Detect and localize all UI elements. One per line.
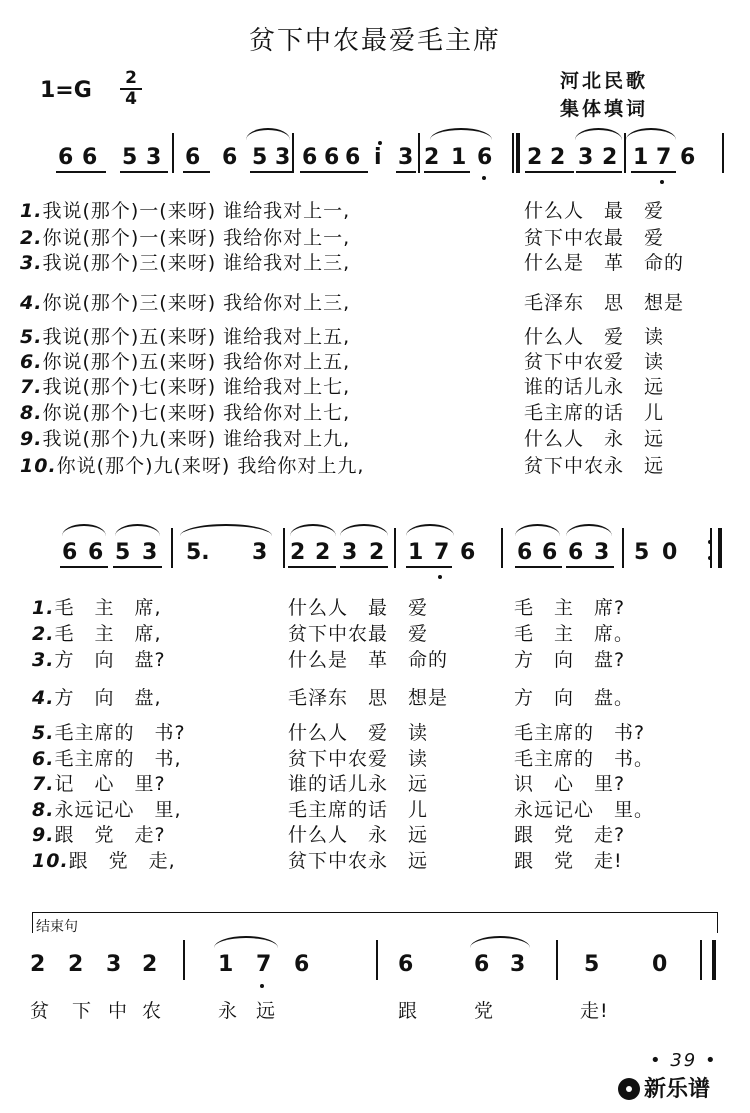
note: 1 (408, 540, 424, 565)
verse-line (32, 846, 176, 873)
time-signature (120, 70, 142, 108)
verse-middle: 什么人 永 远 (288, 824, 429, 846)
note: 1 (451, 145, 467, 170)
verse-text: 你说(那个)三(来呀) 我给你对上三, (42, 292, 351, 314)
verse-number: 4. (20, 292, 43, 314)
note: 7 (434, 540, 450, 565)
verse-number: 5. (32, 722, 55, 744)
verse-end: 毛 主 席? (514, 597, 626, 619)
barline (700, 940, 702, 980)
note: 6 (294, 952, 310, 977)
note: 6 (82, 145, 98, 170)
verse-middle: 什么人 最 爱 (288, 597, 429, 619)
lyricist-credit: 集体填词 (560, 98, 649, 120)
song-title: 贫下中农最爱毛主席 (248, 26, 501, 56)
verse-line (20, 398, 350, 425)
barline (171, 528, 173, 568)
note: 3 (510, 952, 526, 977)
verse-text: 永远记心 里, (54, 799, 182, 821)
origin-credit: 河北民歌 (560, 70, 649, 92)
verse-continuation: 谁的话儿永 远 (524, 376, 665, 398)
verse-end: 永远记心 里。 (514, 799, 655, 821)
note: 3 (142, 540, 158, 565)
beam (515, 566, 562, 568)
verse-text: 方 向 盘? (54, 649, 166, 671)
verse-number: 4. (32, 687, 55, 709)
ending-lyric: 贫 (30, 1000, 51, 1022)
verse-text: 我说(那个)三(来呀) 谁给我对上三, (42, 252, 351, 274)
note: 5. (186, 540, 210, 565)
verse-text: 记 心 里? (54, 773, 166, 795)
verse-end: 毛主席的 书? (514, 722, 646, 744)
logo-text: 新乐谱 (644, 1077, 711, 1102)
barline (292, 133, 294, 173)
final-barline (718, 528, 722, 568)
note: 3 (342, 540, 358, 565)
verse-number: 8. (32, 799, 55, 821)
ending-lyric: 走! (580, 1000, 609, 1022)
verse-number: 9. (20, 428, 43, 450)
verse-text: 毛主席的 书, (54, 748, 182, 770)
note: 6 (88, 540, 104, 565)
verse-line (20, 248, 350, 275)
note: 2 (527, 145, 543, 170)
verse-middle: 毛主席的话 儿 (288, 799, 429, 821)
meter-top: 2 (125, 68, 137, 88)
verse-line (32, 645, 166, 672)
verse-line (20, 288, 350, 315)
note: 6 (460, 540, 476, 565)
beam (120, 171, 168, 173)
slur (62, 524, 106, 536)
verse-line (20, 223, 350, 250)
slur (340, 524, 388, 536)
verse-end: 方 向 盘。 (514, 687, 635, 709)
note: i (374, 145, 382, 170)
barline (622, 528, 624, 568)
beam (340, 566, 388, 568)
verse-text: 跟 党 走, (68, 850, 176, 872)
note: 3 (594, 540, 610, 565)
repeat-dot (708, 540, 712, 544)
verse-middle: 贫下中农爱 读 (288, 748, 429, 770)
barline (501, 528, 503, 568)
note: 7 (656, 145, 672, 170)
verse-continuation: 毛主席的话 儿 (524, 402, 665, 424)
verse-line (20, 424, 350, 451)
note: 6 (58, 145, 74, 170)
verse-line (20, 451, 364, 478)
verse-number: 1. (20, 200, 43, 222)
barline (172, 133, 174, 173)
verse-text: 方 向 盘, (54, 687, 162, 709)
slur (566, 524, 612, 536)
note: 7 (256, 952, 272, 977)
note: 5 (115, 540, 131, 565)
note: 2 (369, 540, 385, 565)
verse-end: 毛 主 席。 (514, 623, 635, 645)
double-barline (516, 133, 520, 173)
verse-middle: 什么是 革 命的 (288, 649, 449, 671)
verse-number: 5. (20, 326, 43, 348)
repeat-dot (708, 556, 712, 560)
verse-line (32, 718, 186, 745)
verse-text: 毛 主 席, (54, 623, 162, 645)
verse-text: 你说(那个)九(来呀) 我给你对上九, (56, 455, 365, 477)
verse-end: 识 心 里? (514, 773, 626, 795)
beam (288, 566, 336, 568)
beam (60, 566, 108, 568)
note: 2 (290, 540, 306, 565)
slur (180, 524, 272, 536)
verse-number: 2. (32, 623, 55, 645)
ending-lyric: 远 (256, 1000, 277, 1022)
verse-number: 6. (20, 351, 43, 373)
slur (246, 128, 290, 140)
verse-line (32, 820, 166, 847)
verse-line (32, 744, 182, 771)
note: 3 (146, 145, 162, 170)
verse-number: 3. (20, 252, 43, 274)
verse-continuation: 贫下中农爱 读 (524, 351, 665, 373)
note: 3 (106, 952, 122, 977)
slur (430, 128, 492, 140)
verse-middle: 什么人 爱 读 (288, 722, 429, 744)
beam (56, 171, 106, 173)
verse-text: 我说(那个)一(来呀) 谁给我对上一, (42, 200, 351, 222)
verse-line (20, 322, 350, 349)
verse-continuation: 什么人 爱 读 (524, 326, 665, 348)
note: 6 (680, 145, 696, 170)
octave-dot (482, 176, 486, 180)
verse-continuation: 贫下中农永 远 (524, 455, 665, 477)
verse-number: 3. (32, 649, 55, 671)
note: 6 (398, 952, 414, 977)
ending-lyric: 跟 (398, 1000, 419, 1022)
barline (710, 528, 712, 568)
verse-number: 10. (32, 850, 69, 872)
note: 6 (324, 145, 340, 170)
verse-line (32, 795, 182, 822)
ending-lyric: 中 (108, 1000, 129, 1022)
note: 6 (302, 145, 318, 170)
note: 2 (315, 540, 331, 565)
verse-number: 1. (32, 597, 55, 619)
verse-end: 跟 党 走! (514, 850, 623, 872)
note: 2 (30, 952, 46, 977)
note: 1 (218, 952, 234, 977)
ending-lyric: 党 (474, 1000, 495, 1022)
verse-text: 跟 党 走? (54, 824, 166, 846)
verse-line (20, 196, 350, 223)
slur (575, 128, 622, 140)
note: 2 (68, 952, 84, 977)
site-logo (618, 1072, 710, 1103)
verse-text: 毛主席的 书? (54, 722, 186, 744)
verse-continuation: 什么人 最 爱 (524, 200, 665, 222)
note: 3 (252, 540, 268, 565)
ending-bracket (32, 912, 718, 933)
verse-middle: 贫下中农永 远 (288, 850, 429, 872)
barline (418, 133, 420, 173)
verse-continuation: 毛泽东 思 想是 (524, 292, 685, 314)
beam (406, 566, 452, 568)
slur (214, 936, 278, 948)
verse-middle: 毛泽东 思 想是 (288, 687, 449, 709)
slur (515, 524, 560, 536)
barline (183, 940, 185, 980)
disc-icon (618, 1078, 640, 1100)
verse-line (20, 372, 350, 399)
verse-end: 方 向 盘? (514, 649, 626, 671)
note: 6 (185, 145, 201, 170)
note: 2 (424, 145, 440, 170)
beam (631, 171, 676, 173)
octave-dot (438, 575, 442, 579)
verse-text: 你说(那个)五(来呀) 我给你对上五, (42, 351, 351, 373)
slur (290, 524, 336, 536)
verse-end: 毛主席的 书。 (514, 748, 655, 770)
note: 6 (474, 952, 490, 977)
barline (283, 528, 285, 568)
note: 6 (222, 145, 238, 170)
beam (525, 171, 574, 173)
note: 6 (568, 540, 584, 565)
verse-continuation: 什么是 革 命的 (524, 252, 685, 274)
note: 1 (633, 145, 649, 170)
barline (556, 940, 558, 980)
verse-end: 跟 党 走? (514, 824, 626, 846)
barline (376, 940, 378, 980)
verse-number: 10. (20, 455, 57, 477)
barline (722, 133, 724, 173)
note: 6 (542, 540, 558, 565)
beam (576, 171, 622, 173)
slur (470, 936, 530, 948)
note: 3 (275, 145, 291, 170)
page-number: • 39 • (650, 1050, 718, 1071)
ending-label: 结束句 (36, 919, 78, 935)
octave-dot (660, 180, 664, 184)
verse-middle: 谁的话儿永 远 (288, 773, 429, 795)
note: 5 (122, 145, 138, 170)
verse-number: 9. (32, 824, 55, 846)
slur (115, 524, 160, 536)
note: 0 (652, 952, 668, 977)
beam (566, 566, 614, 568)
note: 2 (550, 145, 566, 170)
verse-number: 6. (32, 748, 55, 770)
beam (183, 171, 210, 173)
note: 2 (142, 952, 158, 977)
final-barline (712, 940, 716, 980)
note: 6 (62, 540, 78, 565)
note: 3 (398, 145, 414, 170)
note: 5 (634, 540, 650, 565)
verse-text: 我说(那个)九(来呀) 谁给我对上九, (42, 428, 351, 450)
beam (424, 171, 470, 173)
verse-line (32, 769, 166, 796)
beam (300, 171, 368, 173)
ending-lyric: 农 (142, 1000, 163, 1022)
note: 5 (252, 145, 268, 170)
barline (512, 133, 514, 173)
note: 0 (662, 540, 678, 565)
verse-continuation: 什么人 永 远 (524, 428, 665, 450)
verse-line (32, 619, 162, 646)
beam (113, 566, 162, 568)
verse-line (32, 593, 162, 620)
beam (250, 171, 292, 173)
octave-dot (378, 141, 382, 145)
slur (626, 128, 676, 140)
verse-line (20, 347, 350, 374)
meter-bottom: 4 (125, 89, 137, 109)
verse-number: 2. (20, 227, 43, 249)
verse-line (32, 683, 162, 710)
verse-middle: 贫下中农最 爱 (288, 623, 429, 645)
verse-text: 你说(那个)七(来呀) 我给你对上七, (42, 402, 351, 424)
ending-lyric: 下 (72, 1000, 93, 1022)
note: 5 (584, 952, 600, 977)
note: 6 (477, 145, 493, 170)
verse-number: 7. (32, 773, 55, 795)
barline (394, 528, 396, 568)
verse-text: 我说(那个)五(来呀) 谁给我对上五, (42, 326, 351, 348)
verse-number: 8. (20, 402, 43, 424)
note: 6 (345, 145, 361, 170)
beam (396, 171, 416, 173)
verse-text: 我说(那个)七(来呀) 谁给我对上七, (42, 376, 351, 398)
verse-continuation: 贫下中农最 爱 (524, 227, 665, 249)
octave-dot (260, 984, 264, 988)
verse-text: 你说(那个)一(来呀) 我给你对上一, (42, 227, 351, 249)
note: 6 (517, 540, 533, 565)
key-signature: 1=G (40, 78, 92, 103)
note: 2 (602, 145, 618, 170)
note: 3 (578, 145, 594, 170)
verse-number: 7. (20, 376, 43, 398)
verse-text: 毛 主 席, (54, 597, 162, 619)
ending-lyric: 永 (218, 1000, 239, 1022)
slur (406, 524, 454, 536)
